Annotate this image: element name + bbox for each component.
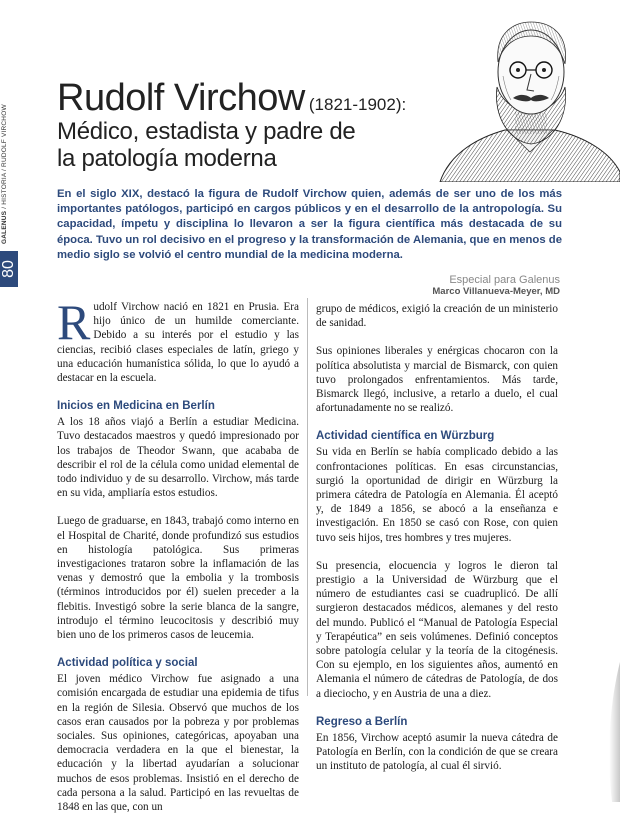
section-heading-politica: Actividad política y social: [57, 657, 198, 670]
column-divider: [307, 298, 308, 696]
drop-cap: R: [57, 294, 91, 350]
credit: [432, 274, 560, 297]
paragraph: Sus opiniones liberales y enérgicas chocaron con la política absolutista y marcial de Bismarck, con quien tuvo prolongados enfrentamientos. Más tarde, Bismarck llegó, inclusive, a retarlo a duelo, el cual afortunadamente no se realizó.: [316, 345, 558, 415]
page-curl-decoration: [598, 662, 620, 802]
paragraph: El joven médico Virchow fue asignado a una comisión encargada de estudiar una epidemia de tifus en la región de Silesia. Observó que muchos de los casos eran causados por la pobreza y por problemas sociales. Sus opiniones, categóricas, apoyaban una democracia verdadera en la que el bienestar, la educación y la libertad ayudarían a solucionar muchos de esos problemas. Insistió en el derecho de cada persona a la salud. Participó en las revueltas de 1848 en las que, con un: [57, 673, 299, 814]
section-heading-wurzburg: Actividad científica en Würzburg: [316, 430, 495, 443]
article-title: [57, 78, 457, 118]
page-number-box: [0, 251, 18, 287]
paragraph: Su vida en Berlín se había complicado debido a las confrontaciones políticas. En esas circunstancias, surgió la oportunidad de dirigir en Würzburg la primera cátedra de Patología en Alemania. Él aceptó y, de 1849 a 1856, se abocó a la enseñanza e investigación. En 1850 se casó con Rose, con quien tuvo seis hijos, tres hombres y tres mujeres.: [316, 446, 558, 544]
intro-paragraph: Rudolf Virchow nació en 1821 en Prusia. Era hijo único de un humilde comerciante. Debido a su interés por el estudio y las ciencias, recibió clases especiales de latín, griego y una educación humanística sólida, lo que lo ayudó a destacar en la escuela.: [57, 294, 299, 385]
article-title-block: [57, 78, 457, 172]
section-heading-regreso: Regreso a Berlín: [316, 715, 408, 728]
paragraph: En 1856, Virchow aceptó asumir la nueva cátedra de Patología en Berlín, con la condición de que se creara un instituto de patología, al cual él sirvió.: [316, 731, 558, 773]
left-column: [57, 294, 299, 828]
page-number: 80: [0, 260, 17, 278]
title-years: (1821-1902):: [308, 95, 407, 114]
subtitle-line-1: Médico, estadista y padre de: [57, 118, 356, 145]
section-heading-inicios: Inicios en Medicina en Berlín: [57, 400, 215, 413]
credit-author: Marco Villanueva-Meyer, MD: [432, 286, 560, 297]
subtitle-line-2: la patología moderna: [57, 145, 277, 172]
paragraph: A los 18 años viajó a Berlín a estudiar Medicina. Tuvo destacados maestros y quedó impresionado por los trabajos de Theodor Swann, que acababa de describir el rol de la célula como unidad elemental de todo individuo y de su desarrollo. Virchow, más tarde en su vida, ampliaría estos estudios.: [57, 416, 299, 500]
portrait-illustration: [435, 2, 620, 182]
lead-paragraph: En el siglo XIX, destacó la figura de Rudolf Virchow quien, además de ser uno de los más importantes patólogos, participó en cargos públicos y en el desarrollo de la antropología. Su capacidad, ímpetu y disciplina lo llevaron a ser la figura científica más destacada de su época. Tuvo un rol decisivo en el progreso y la transformación de Alemania, que en menos de medio siglo se volvió el centro mundial de la medicina moderna.: [57, 188, 562, 261]
right-column: [316, 302, 558, 787]
sidebar: [0, 0, 18, 802]
credit-source: Especial para Galenus: [449, 274, 560, 286]
paragraph: Luego de graduarse, en 1843, trabajó como interno en el Hospital de Charité, donde profundizó sus estudios en histología patológica. Sus primeras investigaciones trataron sobre la inflamación de las venas y demostró que la embolia y la trombosis (términos introducidos por él) suelen preceder a la flebitis. Investigó sobre la serie blanca de la sangre, introdujo el término leucocitosis y describió muy bien uno de los primeros casos de leucemia.: [57, 515, 299, 642]
running-head: GALENUS / HISTORIA / RUDOLF VIRCHOW: [1, 104, 8, 244]
paragraph: grupo de médicos, exigió la creación de un ministerio de sanidad.: [316, 303, 558, 330]
paragraph: Su presencia, elocuencia y logros le dieron tal prestigio a la Universidad de Würzburg que el número de estudiantes casi se cuadruplicó. De allí surgieron destacados médicos, alemanes y del resto del mundo. Publicó el “Manual de Patología Especial y Terapéutica” en seis volúmenes. Definió conceptos sobre patología celular y la teoría de la citogénesis. Con su ejemplo, en los siguientes años, aumentó en Alemania el número de cátedras de Patología, de dos a dieciocho, y en Austria de una a diez.: [316, 559, 558, 700]
title-name: Rudolf Virchow: [57, 77, 305, 119]
